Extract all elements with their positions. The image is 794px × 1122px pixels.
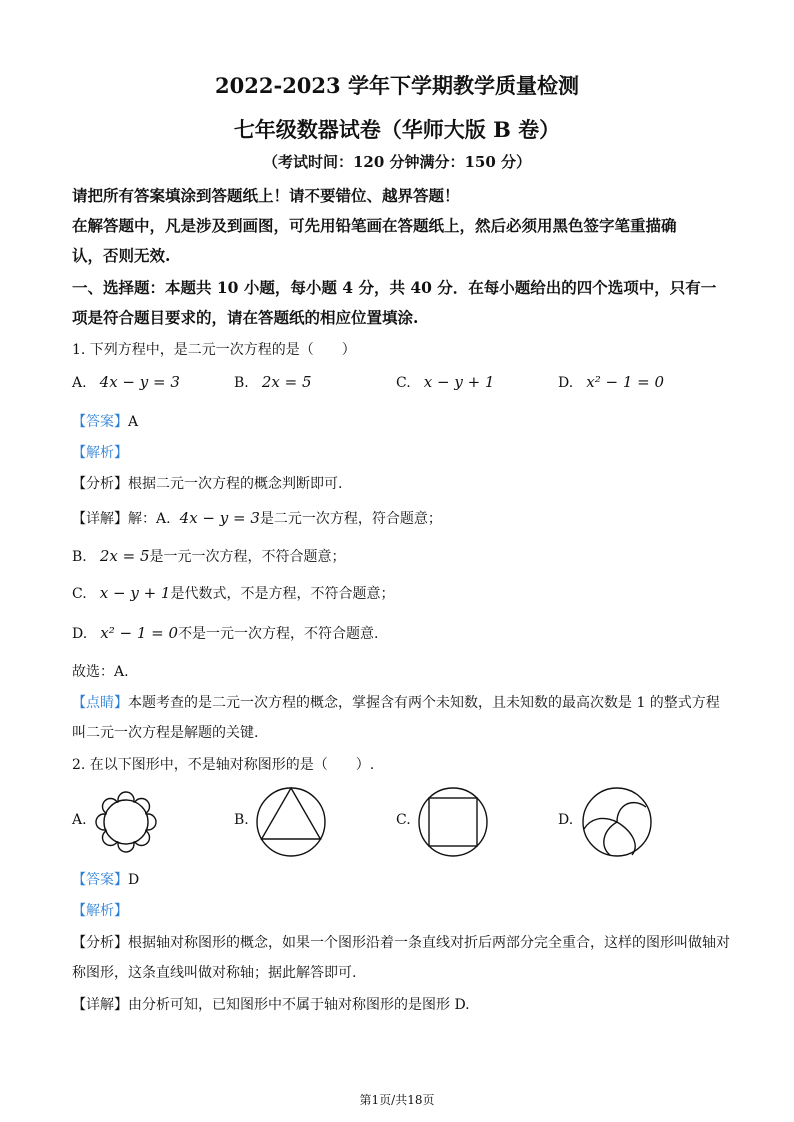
q1-option-d	[558, 372, 664, 391]
fenxi-tag: 【分析】	[72, 476, 128, 492]
detail-c-label: C.	[72, 586, 87, 602]
fenxi-tag: 【分析】	[72, 935, 128, 951]
q2-answer	[72, 869, 139, 889]
circle-square-icon	[416, 785, 490, 859]
answer-value: A	[128, 414, 139, 430]
q1-choice: 故选：A.	[72, 664, 129, 680]
instruction-line-1: 请把所有答案填涂到答题纸上！请不要错位、越界答题！	[72, 186, 460, 205]
exam-info: （考试时间：120 分钟满分：150 分）	[262, 153, 532, 171]
option-label: A.	[72, 375, 87, 391]
flower-icon	[90, 786, 162, 858]
q2-fenxi-line-1	[72, 932, 730, 952]
option-expr: 4x − y = 3	[99, 373, 180, 391]
fenxi-text: 根据轴对称图形的概念，如果一个图形沿着一条直线对折后两部分完全重合，这样的图形叫做轴对	[128, 935, 730, 951]
option-expr: x² − 1 = 0	[586, 373, 665, 391]
detail-tag: 【详解】	[72, 997, 128, 1013]
q2-option-d-label: D.	[558, 812, 574, 828]
q1-detail-b	[72, 546, 346, 566]
exam-subtitle: 七年级数器试卷（华师大版 B 卷）	[233, 117, 561, 142]
q1-detail-a	[72, 508, 442, 528]
option-label: B.	[234, 375, 249, 391]
q2-analysis-tag: 【解析】	[72, 903, 128, 919]
q2-detail	[72, 994, 470, 1014]
section-heading-line-2: 项是符合题目要求的，请在答题纸的相应位置填涂.	[72, 308, 419, 327]
answer-tag: 【答案】	[72, 414, 128, 430]
comment-text: 本题考查的是二元一次方程的概念，掌握含有两个未知数，且未知数的最高次数是 1 的整式方程	[128, 695, 720, 711]
q1-option-b	[234, 372, 312, 391]
answer-value: D	[128, 872, 140, 888]
section-heading-line-1: 一、选择题：本题共 10 小题，每小题 4 分，共 40 分．在每小题给出的四个选项中，只有一	[72, 278, 717, 297]
option-expr: 2x = 5	[261, 373, 312, 391]
q2-option-a-label: A.	[72, 812, 87, 828]
q1-option-c	[396, 372, 494, 391]
q2-fenxi-line-2: 称图形，这条直线叫做对称轴；据此解答即可.	[72, 965, 357, 981]
detail-c-text: 是代数式，不是方程，不符合题意；	[170, 586, 395, 602]
detail-a-text: 是二元一次方程，符合题意；	[259, 511, 442, 527]
q2-stem: 2. 在以下图形中，不是轴对称图形的是（ ）.	[72, 757, 375, 773]
q1-option-a	[72, 372, 180, 391]
detail-prefix: 解：A.	[128, 511, 171, 527]
q1-fenxi	[72, 473, 342, 493]
option-expr: x − y + 1	[423, 373, 495, 391]
q1-comment-line-1	[72, 692, 720, 712]
q1-analysis-tag: 【解析】	[72, 445, 128, 461]
q1-detail-c	[72, 583, 394, 603]
instruction-line-3: 认，否则无效.	[72, 246, 171, 265]
option-label: D.	[558, 375, 574, 391]
option-label: C.	[396, 375, 411, 391]
answer-tag: 【答案】	[72, 872, 128, 888]
page-title: 2022-2023 学年下学期教学质量检测	[215, 73, 579, 98]
q2-option-b-label: B.	[234, 812, 249, 828]
detail-b-text: 是一元一次方程，不符合题意；	[149, 549, 346, 565]
detail-d-expr: x² − 1 = 0	[100, 624, 179, 642]
detail-a-expr: 4x − y = 3	[179, 509, 260, 527]
detail-d-text: 不是一元一次方程，不符合题意.	[178, 626, 379, 642]
q2-option-c-label: C.	[396, 812, 411, 828]
circle-triangle-icon	[254, 785, 328, 859]
detail-b-expr: 2x = 5	[99, 547, 150, 565]
detail-tag: 【详解】	[72, 511, 128, 527]
detail-c-expr: x − y + 1	[99, 584, 171, 602]
q1-stem: 1. 下列方程中，是二元一次方程的是（ ）	[72, 342, 356, 358]
comment-tag: 【点睛】	[72, 695, 128, 711]
q1-answer	[72, 411, 138, 431]
fenxi-text: 根据二元一次方程的概念判断即可.	[128, 476, 343, 492]
detail-b-label: B.	[72, 549, 87, 565]
instruction-line-2: 在解答题中，凡是涉及到画图，可先用铅笔画在答题纸上，然后必须用黑色签字笔重描确	[72, 216, 677, 235]
q1-detail-d	[72, 623, 379, 643]
page-number: 第1页/共18页	[359, 1093, 435, 1107]
pinwheel-circle-icon	[580, 785, 654, 859]
detail-text: 由分析可知，已知图形中不属于轴对称图形的是图形 D.	[128, 997, 470, 1013]
detail-d-label: D.	[72, 626, 88, 642]
q1-comment-line-2: 叫二元一次方程是解题的关键.	[72, 725, 259, 741]
